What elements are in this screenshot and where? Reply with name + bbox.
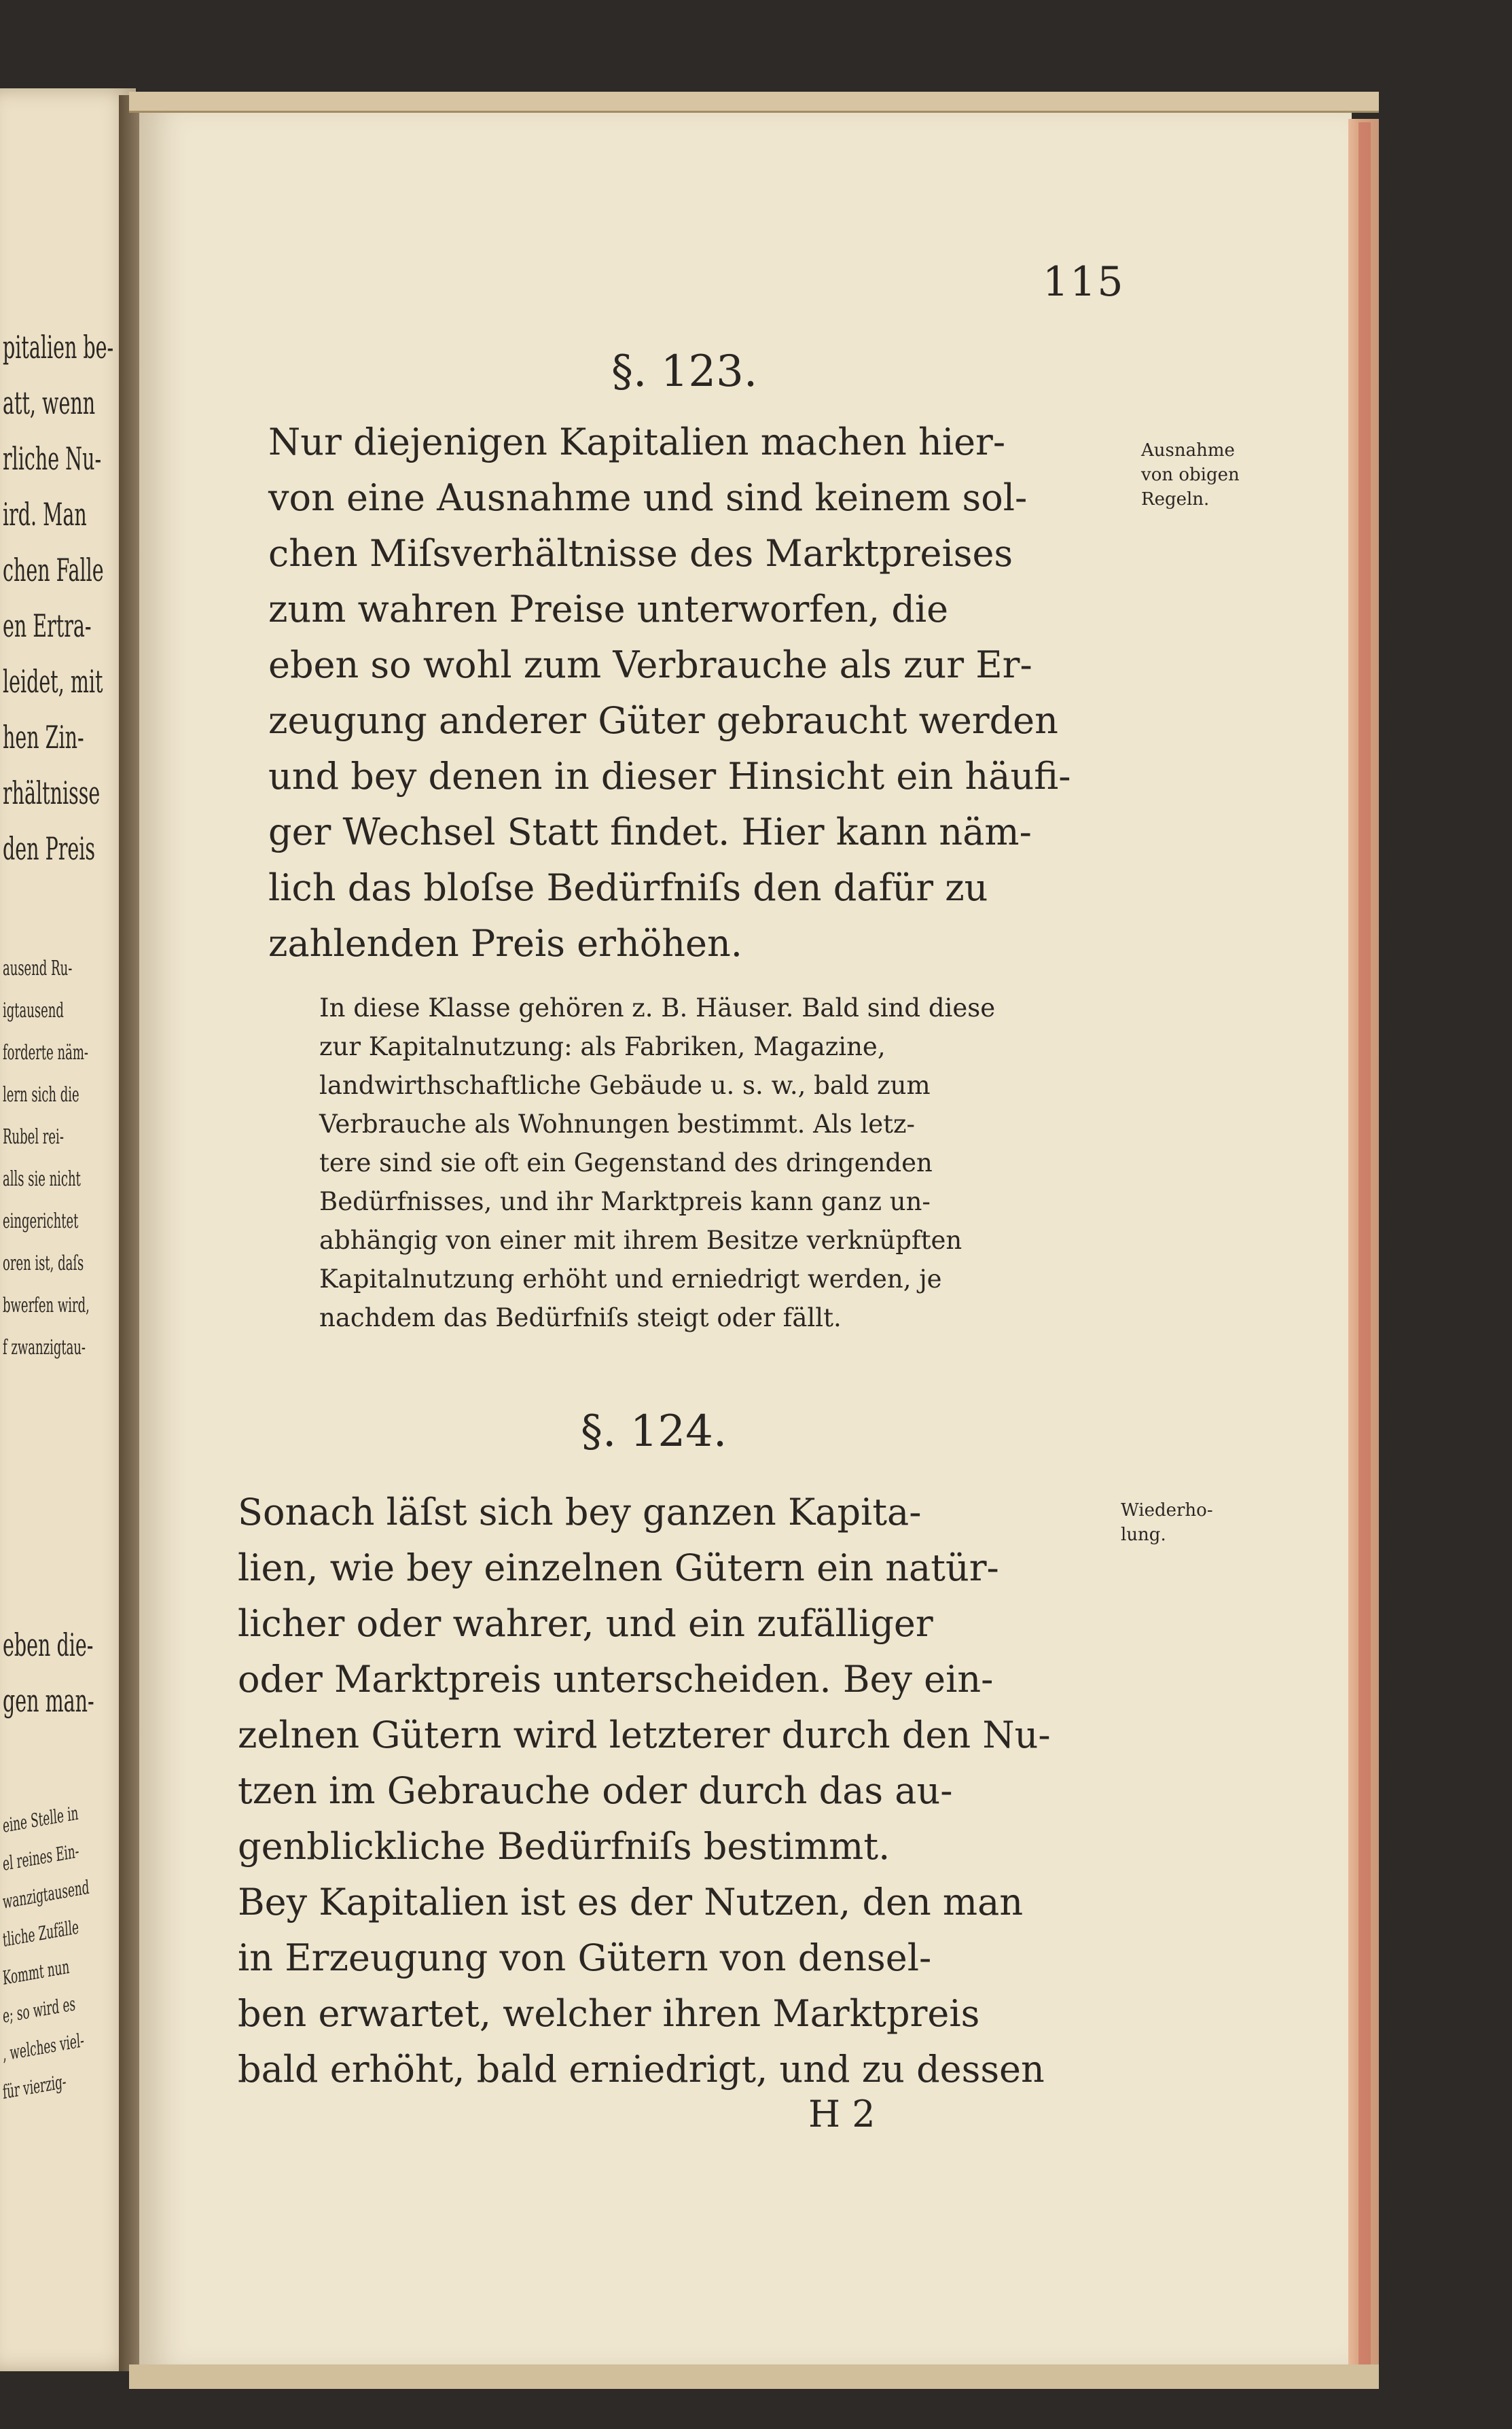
text-line: e; so wird es bbox=[1, 1992, 76, 2027]
facing-page-low-text bbox=[3, 1617, 132, 1728]
text-line: igtausend bbox=[3, 999, 64, 1023]
text-line: genblickliche Bedürfniſs bestimmt. bbox=[238, 1825, 890, 1868]
text-line: att, wenn bbox=[3, 385, 96, 421]
text-line: ger Wechsel Statt findet. Hier kann näm- bbox=[268, 811, 1032, 853]
signature-mark: H 2 bbox=[808, 2093, 876, 2135]
page-edge-red-stain bbox=[1358, 122, 1371, 2378]
text-line: den Preis bbox=[3, 830, 96, 867]
text-line: Rubel rei- bbox=[3, 1125, 64, 1149]
text-line: pitalien be- bbox=[3, 329, 114, 366]
text-line: Verbrauche als Wohnungen bestimmt. Als letz- bbox=[319, 1110, 916, 1139]
cover-top-edge bbox=[129, 92, 1379, 113]
text-line: chen Falle bbox=[3, 552, 104, 588]
text-line: in Erzeugung von Gütern von densel- bbox=[238, 1936, 932, 1979]
cover-bottom-edge bbox=[129, 2364, 1379, 2389]
text-line: leidet, mit bbox=[3, 663, 103, 700]
text-line: bald erhöht, bald erniedrigt, und zu dessen bbox=[238, 2048, 1045, 2091]
text-line: In diese Klasse gehören z. B. Häuser. Bald sind diese bbox=[319, 993, 996, 1023]
footnote-text bbox=[319, 989, 1121, 1337]
text-line: eine Stelle in bbox=[1, 1801, 79, 1837]
text-line: zelnen Gütern wird letzterer durch den Nu- bbox=[238, 1714, 1051, 1756]
text-line: Regeln. bbox=[1141, 489, 1210, 510]
text-line: Ausnahme bbox=[1141, 440, 1235, 461]
section-124-text bbox=[238, 1485, 1121, 2097]
text-line: nachdem das Bedürfniſs steigt oder fällt. bbox=[319, 1303, 842, 1332]
text-line: Sonach läſst sich bey ganzen Kapita- bbox=[238, 1491, 922, 1533]
text-line: , welches viel- bbox=[1, 2029, 85, 2065]
text-line: für vierzig- bbox=[1, 2070, 67, 2104]
margin-note-wiederholung bbox=[1121, 1498, 1213, 1547]
margin-note-ausnahme bbox=[1141, 438, 1240, 512]
text-line: lern sich die bbox=[3, 1083, 79, 1107]
text-line: lung. bbox=[1121, 1525, 1166, 1545]
facing-page-bottom-text bbox=[1, 1801, 132, 2112]
text-line: f zwanzigtau- bbox=[3, 1336, 86, 1360]
text-line: abhängig von einer mit ihrem Besitze verknüpften bbox=[319, 1226, 962, 1255]
text-line: oren ist, daſs bbox=[3, 1252, 84, 1275]
text-line: hen Zin- bbox=[3, 719, 84, 756]
text-line: rhältnisse bbox=[3, 775, 101, 811]
text-line: ird. Man bbox=[3, 496, 87, 533]
text-line: licher oder wahrer, und ein zufälliger bbox=[238, 1602, 933, 1645]
text-line: zur Kapitalnutzung: als Fabriken, Magazine, bbox=[319, 1032, 886, 1061]
text-line: von eine Ausnahme und sind keinem sol- bbox=[268, 476, 1028, 519]
text-line: el reines Ein- bbox=[1, 1839, 80, 1875]
text-line: Bedürfnisses, und ihr Marktpreis kann ganz un- bbox=[319, 1187, 931, 1216]
section-123-text bbox=[268, 414, 1117, 972]
text-line: forderte näm- bbox=[3, 1041, 88, 1065]
text-line: tliche Zufälle bbox=[1, 1915, 79, 1951]
text-line: eben so wohl zum Verbrauche als zur Er- bbox=[268, 643, 1032, 686]
text-line: landwirthschaftliche Gebäude u. s. w., bald zum bbox=[319, 1071, 931, 1100]
text-line: chen Miſsverhältnisse des Marktpreises bbox=[268, 532, 1013, 575]
text-line: tere sind sie oft ein Gegenstand des dringenden bbox=[319, 1148, 933, 1177]
text-line: lien, wie bey einzelnen Gütern ein natür- bbox=[238, 1546, 999, 1589]
text-line: Kommt nun bbox=[1, 1955, 71, 1989]
text-line: Kapitalnutzung erhöht und erniedrigt werden, je bbox=[319, 1264, 942, 1294]
text-line: eingerichtet bbox=[3, 1209, 79, 1233]
text-line: gen man- bbox=[3, 1682, 94, 1719]
text-line: lich das bloſse Bedürfniſs den dafür zu bbox=[268, 866, 988, 909]
text-line: alls sie nicht bbox=[3, 1167, 81, 1191]
facing-page-top-text bbox=[3, 319, 132, 876]
text-line: rliche Nu- bbox=[3, 440, 102, 477]
section-heading-123: §. 123. bbox=[611, 347, 758, 397]
text-line: oder Marktpreis unterscheiden. Bey ein- bbox=[238, 1658, 994, 1701]
text-line: Wiederho- bbox=[1121, 1500, 1213, 1521]
text-line: Bey Kapitalien ist es der Nutzen, den man bbox=[238, 1881, 1024, 1923]
text-line: eben die- bbox=[3, 1627, 94, 1663]
text-line: ausend Ru- bbox=[3, 957, 73, 980]
page-number: 115 bbox=[1043, 258, 1125, 306]
facing-page bbox=[0, 88, 136, 2371]
text-line: wanzigtausend bbox=[1, 1875, 90, 1913]
text-line: zum wahren Preise unterworfen, die bbox=[268, 588, 949, 631]
text-line: bwerfen wird, bbox=[3, 1294, 90, 1317]
text-line: zeugung anderer Güter gebraucht werden bbox=[268, 699, 1058, 742]
text-line: und bey denen in dieser Hinsicht ein häufi- bbox=[268, 755, 1071, 798]
facing-page-mid-text bbox=[3, 948, 132, 1369]
text-line: tzen im Gebrauche oder durch das au- bbox=[238, 1769, 953, 1812]
text-line: von obigen bbox=[1141, 465, 1240, 485]
text-line: Nur diejenigen Kapitalien machen hier- bbox=[268, 421, 1006, 463]
text-line: ben erwartet, welcher ihren Marktpreis bbox=[238, 1992, 980, 2035]
text-line: zahlenden Preis erhöhen. bbox=[268, 922, 742, 965]
section-heading-124: §. 124. bbox=[581, 1406, 727, 1457]
text-line: en Ertra- bbox=[3, 607, 92, 644]
